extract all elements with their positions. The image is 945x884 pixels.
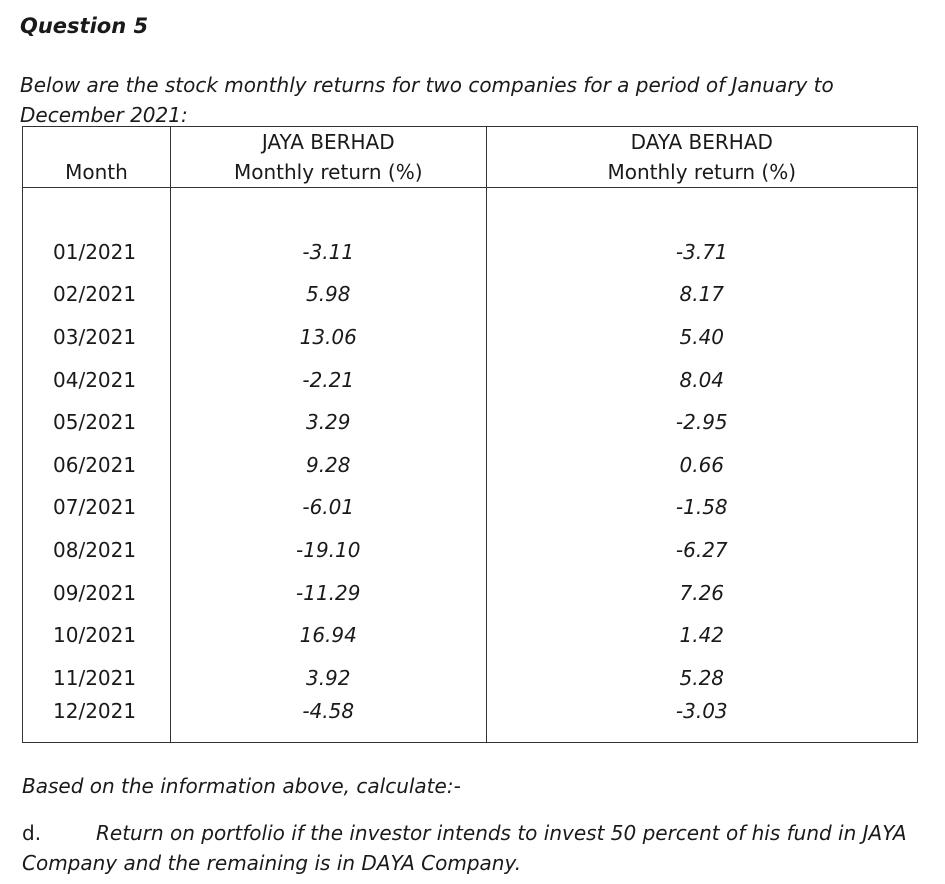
daya-return-cell: -1.58 [486,486,917,529]
table-row [23,657,918,700]
month-cell: 02/2021 [53,282,137,307]
task-text: Return on portfolio if the investor intends to invest 50 percent of his fund in JAYA Company and the remaining is in DAYA Company. [22,821,907,875]
month-cell: 03/2021 [53,325,137,350]
month-cell: 11/2021 [53,665,137,690]
jaya-return-cell: -4.58 [170,699,486,742]
daya-return-cell: 8.17 [486,273,917,316]
jaya-return-cell: -6.01 [170,486,486,529]
task-letter: d. [22,821,42,845]
month-cell: 08/2021 [53,538,137,563]
month-cell: 10/2021 [53,623,137,648]
daya-return-cell: 1.42 [486,614,917,657]
jaya-return-cell: 9.28 [170,444,486,487]
table-spacer-row [23,188,918,231]
jaya-return-cell: 3.92 [170,657,486,700]
daya-header [486,127,917,188]
table-row [23,231,918,274]
daya-return-cell: 7.26 [486,571,917,614]
daya-return-cell: 5.40 [486,316,917,359]
daya-return-cell: 0.66 [486,444,917,487]
month-cell: 07/2021 [53,495,137,520]
month-cell: 06/2021 [53,452,137,477]
table-row [23,358,918,401]
daya-company-name: DAYA BERHAD [630,130,773,154]
daya-return-cell: -3.71 [486,231,917,274]
daya-return-cell: -6.27 [486,529,917,572]
question-intro: Below are the stock monthly returns for two companies for a period of January to December 2021: [20,73,834,127]
table-row [23,316,918,359]
jaya-return-cell: 5.98 [170,273,486,316]
table-body [23,188,918,743]
month-header-label: Month [65,160,128,184]
table-row [23,571,918,614]
month-cell: 01/2021 [53,239,137,264]
daya-return-cell: 5.28 [486,657,917,700]
table-row [23,614,918,657]
question-title: Question 5 [20,14,149,38]
month-cell: 05/2021 [53,410,137,435]
month-cell: 12/2021 [53,699,137,724]
jaya-return-cell: 16.94 [170,614,486,657]
task-item [22,818,922,878]
jaya-return-cell: -19.10 [170,529,486,572]
jaya-return-cell: -11.29 [170,571,486,614]
month-header [23,127,171,188]
month-cell: 04/2021 [53,367,137,392]
daya-return-cell: -2.95 [486,401,917,444]
jaya-column-label: Monthly return (%) [233,160,423,184]
table-row [23,273,918,316]
jaya-return-cell: -3.11 [170,231,486,274]
daya-return-cell: 8.04 [486,358,917,401]
instruction-text: Based on the information above, calculate:- [22,774,461,798]
returns-table [22,126,918,743]
jaya-header [170,127,486,188]
table-row [23,529,918,572]
daya-return-cell: -3.03 [486,699,917,742]
table-row [23,486,918,529]
jaya-company-name: JAYA BERHAD [261,130,395,154]
table-row [23,401,918,444]
jaya-return-cell: -2.21 [170,358,486,401]
daya-column-label: Monthly return (%) [607,160,797,184]
month-cell: 09/2021 [53,580,137,605]
jaya-return-cell: 13.06 [170,316,486,359]
table-row [23,699,918,742]
table-row [23,444,918,487]
table-header-row [23,127,918,188]
jaya-return-cell: 3.29 [170,401,486,444]
